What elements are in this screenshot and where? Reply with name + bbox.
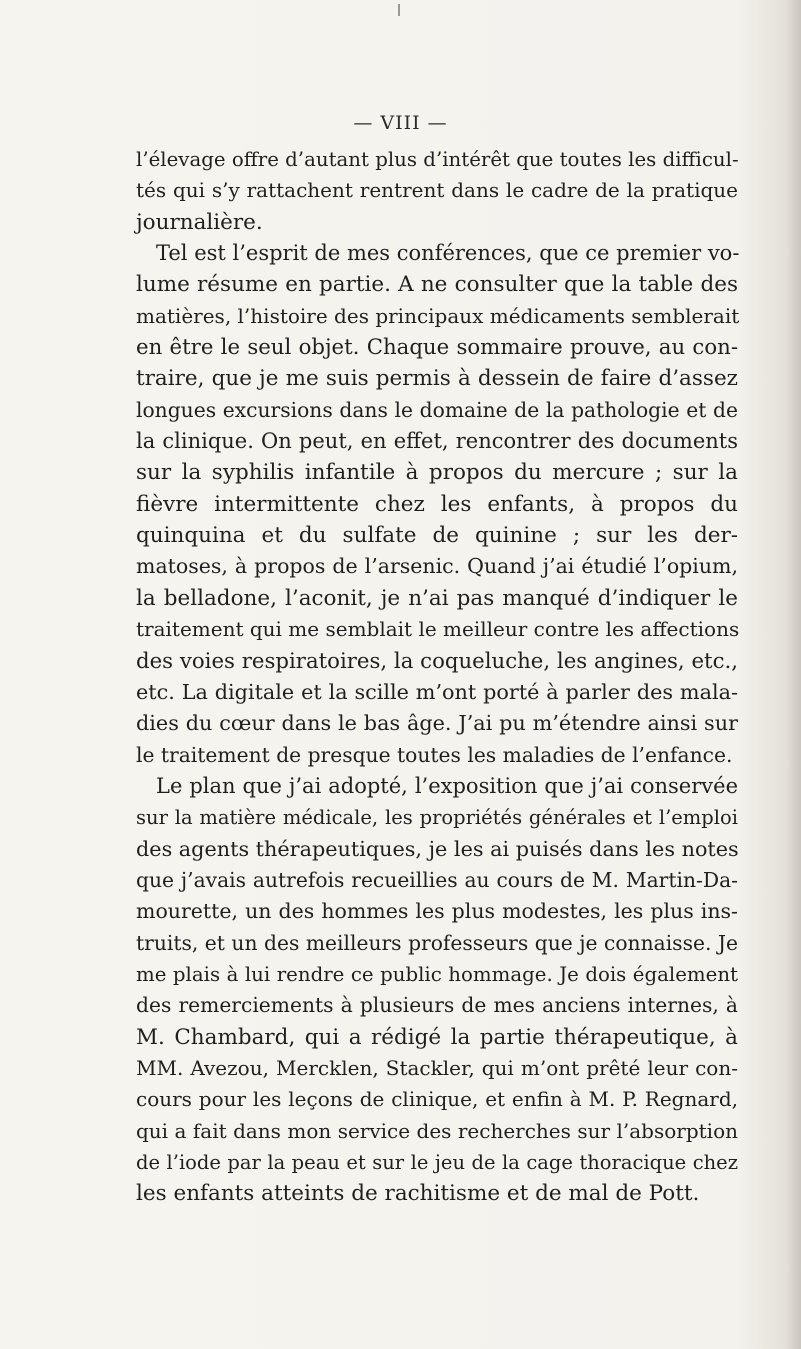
text-line: des voies respiratoires, la coqueluche, les angines, etc., bbox=[136, 648, 738, 674]
text-line: fièvre intermittente chez les enfants, à propos du bbox=[136, 491, 738, 517]
text-line: les enfants atteints de rachitisme et de mal de Pott. bbox=[136, 1181, 700, 1207]
text-line: longues excursions dans le domaine de la pathologie et de bbox=[136, 397, 738, 422]
page-number-heading: — VIII — bbox=[353, 112, 448, 134]
text-line: traitement qui me semblait le meilleur contre les affections bbox=[136, 617, 740, 642]
body-text bbox=[136, 144, 738, 1210]
text-line: tés qui s’y rattachent rentrent dans le cadre de la pratique bbox=[136, 178, 738, 203]
text-line: la belladone, l’aconit, je n’ai pas manqué d’indiquer le bbox=[136, 585, 738, 611]
text-line: des remerciements à plusieurs de mes anciens internes, à bbox=[136, 993, 738, 1018]
text-line: dies du cœur dans le bas âge. J’ai pu m’étendre ainsi sur bbox=[136, 711, 738, 736]
text-line: que j’avais autrefois recueillies au cours de M. Martin-Da- bbox=[136, 867, 738, 892]
text-line: lume résume en partie. A ne consulter que la table des bbox=[136, 272, 738, 298]
text-line: qui a fait dans mon service des recherches sur l’absorption bbox=[136, 1118, 738, 1143]
text-line: mourette, un des hommes les plus modestes, les plus ins- bbox=[136, 899, 738, 924]
text-line: MM. Avezou, Mercklen, Stackler, qui m’ont prêté leur con- bbox=[136, 1055, 738, 1080]
text-line: en être le seul objet. Chaque sommaire prouve, au con- bbox=[136, 335, 738, 361]
text-line: matoses, à propos de l’arsenic. Quand j’ai étudié l’opium, bbox=[136, 554, 738, 579]
text-line: quinquina et du sulfate de quinine ; sur les der- bbox=[136, 523, 738, 549]
text-line: etc. La digitale et la scille m’ont porté à parler des mala- bbox=[136, 679, 738, 704]
text-line: truits, et un des meilleurs professeurs que je connaisse. Je bbox=[136, 930, 738, 955]
page-tick-mark bbox=[398, 4, 400, 16]
text-line: de l’iode par la peau et sur le jeu de la cage thoracique chez bbox=[136, 1151, 738, 1174]
text-line: journalière. bbox=[136, 209, 263, 235]
text-line: matières, l’histoire des principaux médicaments semblerait bbox=[136, 303, 740, 328]
text-line: sur la matière médicale, les propriétés générales et l’emploi bbox=[136, 806, 738, 830]
text-line: le traitement de presque toutes les maladies de l’enfance. bbox=[136, 742, 733, 767]
text-line: la clinique. On peut, en effet, rencontrer des documents bbox=[136, 429, 738, 454]
page-edge-shadow bbox=[787, 0, 801, 1349]
text-line: M. Chambard, qui a rédigé la partie thérapeutique, à bbox=[136, 1024, 738, 1050]
text-line: cours pour les leçons de clinique, et enfin à M. P. Regnard, bbox=[136, 1087, 738, 1112]
text-line: me plais à lui rendre ce public hommage. Je dois également bbox=[136, 962, 738, 986]
text-line: sur la syphilis infantile à propos du mercure ; sur la bbox=[136, 460, 738, 486]
text-line: Tel est l’esprit de mes conférences, que ce premier vo- bbox=[156, 241, 740, 266]
text-line: Le plan que j’ai adopté, l’exposition que j’ai conservée bbox=[156, 773, 738, 798]
text-line: des agents thérapeutiques, je les ai puisés dans les notes bbox=[136, 836, 739, 861]
text-line: l’élevage offre d’autant plus d’intérêt que toutes les difficul- bbox=[136, 148, 739, 171]
text-line: traire, que je me suis permis à dessein de faire d’assez bbox=[136, 366, 738, 392]
